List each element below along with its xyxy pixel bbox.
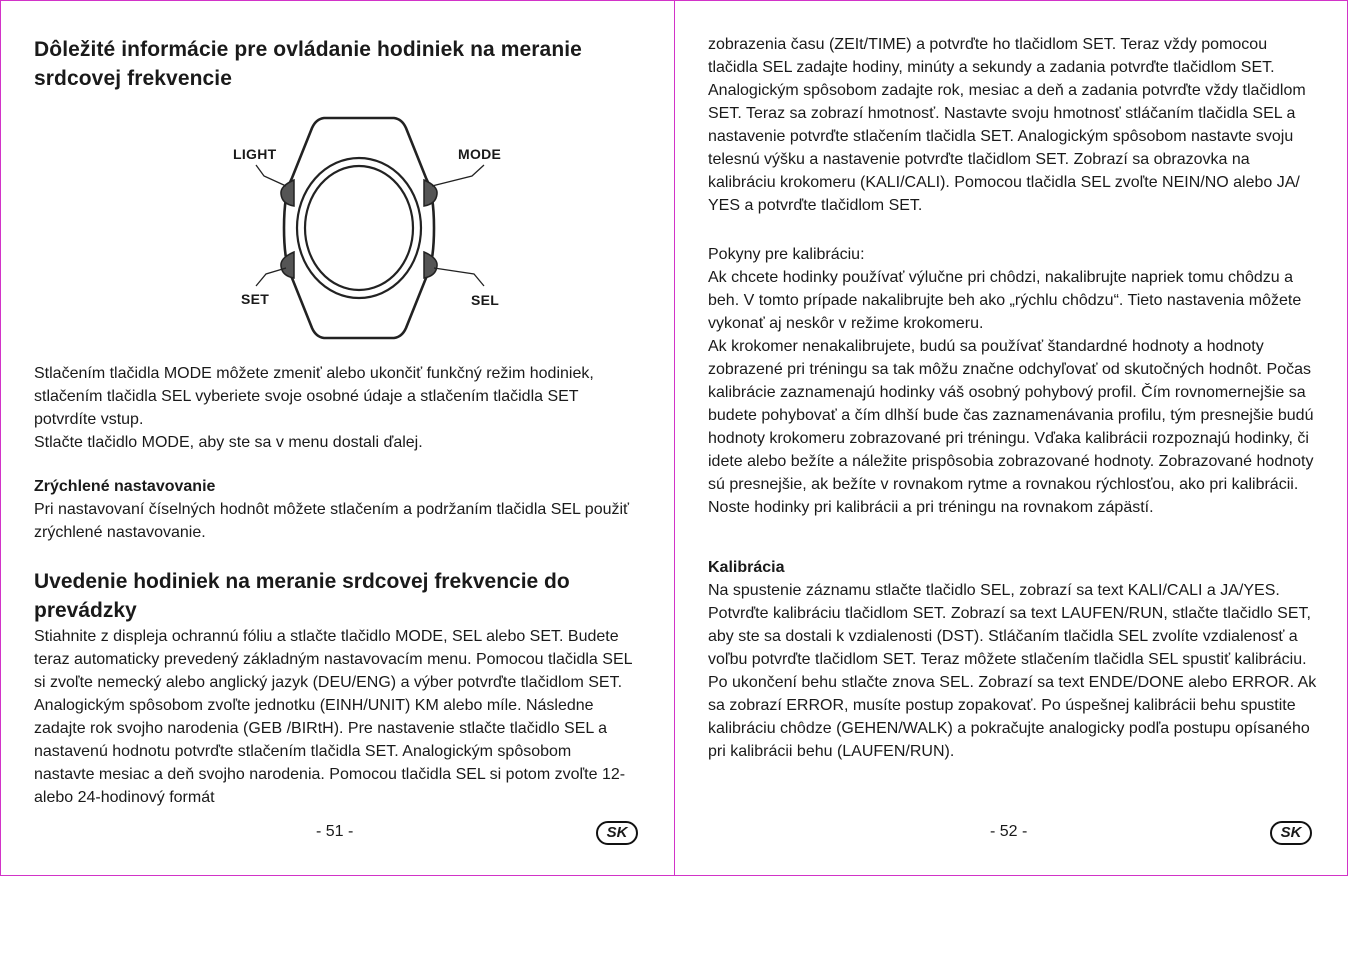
quick-setting-section: [34, 475, 634, 544]
startup-section: [34, 567, 634, 809]
startup-text: Stiahnite z displeja ochrannú fóliu a stlačte tlačidlo MODE, SEL alebo SET. Budete teraz automaticky prevedený základným nastavovacím menu. Pomocou tlačidla SEL si zvoľte nemecký alebo anglický jazyk (DEU/ENG) a výber potvrďte tlačidlom SET. Analogickým spôsobom zvoľte jednotku (EINH/UNIT) KM alebo míle. Následne zadajte rok svojho narodenia (GEB /BIRtH). Pre nastavenie stlačte tlačidlo SEL a nastavenú hodnotu potvrďte stlačením tlačidla SET. Analogickým spôsobom nastavte mesiac a deň svojho narodenia. Pomocou tlačidla SEL si potom zvoľte 12- alebo 24-hodinový formát: [34, 628, 632, 806]
page-number: - 51 -: [316, 823, 354, 840]
quick-setting-heading: Zrýchlené nastavovanie: [34, 478, 216, 495]
intro-paragraph: Stlačte tlačidlo MODE, aby ste sa v menu dostali ďalej.: [34, 434, 423, 451]
startup-heading: Uvedenie hodiniek na meranie srdcovej frekvencie do prevádzky: [34, 570, 570, 622]
calibration-text: Na spustenie záznamu stlačte tlačidlo SEL, zobrazí sa text KALI/CALI a JA/YES. Potvrďte kalibráciu tlačidlom SET. Zobrazí sa text LAUFEN/RUN, stlačte tlačidlo SET, aby ste sa dostali k vzdialenosti (DST). Stláčaním tlačidla SEL zvolíte vzdialenosť a voľbu potvrďte tlačidlom SET. Teraz môžete stlačením tlačidla SEL spustiť kalibráciu. Po ukončení behu stlačte znova SEL. Zobrazí sa text ENDE/DONE alebo ERROR. Ak sa zobrazí ERROR, musíte postup zopakovať. Po úspešnej kalibrácii behu spustite kalibráciu chôdze (GEHEN/WALK) a pokračujte analogicky podľa postupu opísaného pri kalibrácii behu (LAUFEN/RUN).: [708, 582, 1317, 760]
continued-text: zobrazenia času (ZEIt/TIME) a potvrďte ho tlačidlom SET. Teraz vždy pomocou tlačidla SEL zadajte hodiny, minúty a sekundy a zadania potvrďte tlačidlom SET. Analogickým spôsobom zadajte rok, mesiac a deň a zadania potvrďte vždy tlačidlom SET. Teraz sa zobrazí hmotnosť. Nastavte svoju hmotnosť stláčaním tlačidla SEL a nastavenie potvrďte stlačením tlačidla SET. Analogickým spôsobom nastavte svoju telesnú výšku a nastavenie potvrďte tlačidlom SET. Zobrazí sa obrazovka na kalibráciu krokomeru (KALI/CALI). Pomocou tlačidla SEL zvoľte NEIN/NO alebo JA/ YES a potvrďte tlačidlom SET.: [708, 36, 1306, 214]
page-number: - 52 -: [990, 823, 1028, 840]
calibration-notes-paragraph: Ak krokomer nenakalibrujete, budú sa používať štandardné hodnoty a hodnoty zobrazené pri tréningu sa tak môžu značne odchyľovať od skutočných hodnôt. Počas kalibrácie zaznamenajú hodinky váš osobný pohybový profil. Čím rovnomernejšie sa budete pohybovať a čím dlhší bude čas zaznamenávania profilu, tým presnejšie budú hodnoty krokomeru zobrazované pri tréningu. Vďaka kalibrácii rozpoznajú hodinky, či idete alebo bežíte a náležite prispôsobia zobrazované hodnoty. Zobrazované hodnoty sú presnejšie, ak bežíte v rovnakom rytme a rovnakou rýchlosťou, ako pri kalibrácii. Noste hodinky pri kalibrácii a pri tréningu na rovnakom zápästí.: [708, 338, 1314, 516]
language-badge: SK: [596, 821, 638, 845]
calibration-heading: Kalibrácia: [708, 559, 785, 576]
watch-diagram: [194, 108, 502, 348]
mode-label: MODE: [458, 146, 502, 162]
page-fold-divider: [674, 0, 675, 876]
intro-paragraph: Stlačením tlačidla MODE môžete zmeniť alebo ukončiť funkčný režim hodiniek, stlačením tlačidla SEL vyberiete svoje osobné údaje a stlačením tlačidla SET potvrdíte vstup.: [34, 365, 594, 428]
calibration-notes-section: [708, 243, 1318, 519]
left-page: [34, 0, 634, 876]
light-label: LIGHT: [233, 146, 277, 162]
watch-diagram-icon: [194, 108, 494, 348]
language-badge: SK: [1270, 821, 1312, 845]
calibration-section: [708, 556, 1318, 763]
page-title: Dôležité informácie pre ovládanie hodiniek na meranie srdcovej frekvencie: [34, 38, 582, 90]
intro-section: [34, 362, 634, 454]
calibration-notes-heading: Pokyny pre kalibráciu:: [708, 246, 865, 263]
right-page: [708, 0, 1318, 876]
set-label: SET: [241, 291, 270, 307]
calibration-notes-paragraph: Ak chcete hodinky používať výlučne pri chôdzi, nakalibrujte napriek tomu chôdzu a beh. V tomto prípade nakalibrujte beh ako „rýchlu chôdzu“. Tieto nastavenia môžete vykonať aj neskôr v režime krokomeru.: [708, 269, 1302, 332]
quick-setting-text: Pri nastavovaní číselných hodnôt môžete stlačením a podržaním tlačidla SEL použiť zrýchlené nastavovanie.: [34, 501, 630, 541]
sel-label: SEL: [471, 292, 500, 308]
